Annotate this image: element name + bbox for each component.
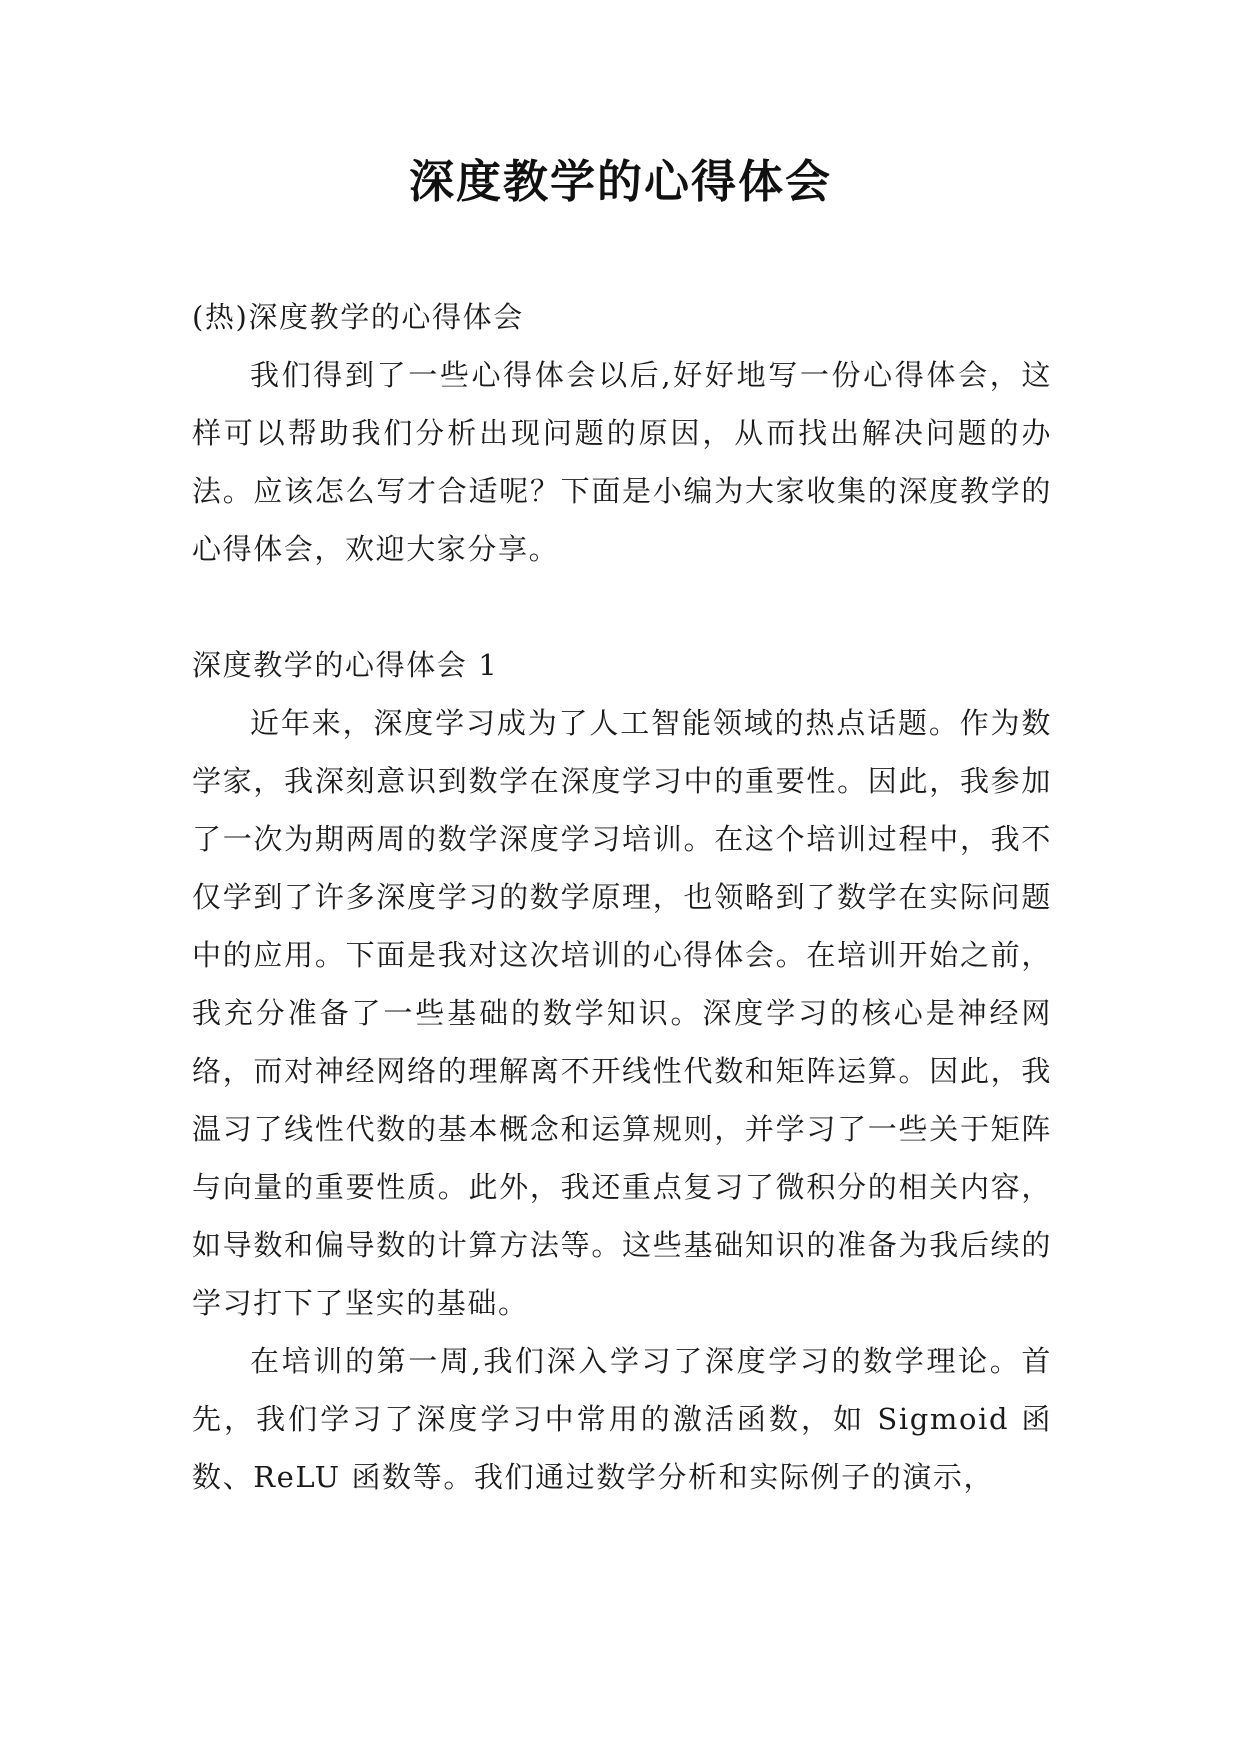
body-paragraph: 在培训的第一周,我们深入学习了深度学习的数学理论。首先，我们学习了深度学习中常用的激活函数，如 Sigmoid 函数、ReLU 函数等。我们通过数学分析和实际例子的演示， bbox=[192, 1344, 1052, 1494]
intro-heading: (热)深度教学的心得体会 bbox=[192, 300, 524, 334]
intro-paragraph: 我们得到了一些心得体会以后,好好地写一份心得体会，这样可以帮助我们分析出现问题的原因，从而找出解决问题的办法。应该怎么写才合适呢？下面是小编为大家收集的深度教学的心得体会，欢迎大家分享。 bbox=[192, 358, 1052, 566]
document-body bbox=[192, 288, 1052, 1506]
body-paragraph: 近年来，深度学习成为了人工智能领域的热点话题。作为数学家，我深刻意识到数学在深度学习中的重要性。因此，我参加了一次为期两周的数学深度学习培训。在这个培训过程中，我不仅学到了许多深度学习的数学原理，也领略到了数学在实际问题中的应用。下面是我对这次培训的心得体会。在培训开始之前，我充分准备了一些基础的数学知识。深度学习的核心是神经网络，而对神经网络的理解离不开线性代数和矩阵运算。因此，我温习了线性代数的基本概念和运算规则，并学习了一些关于矩阵与向量的重要性质。此外，我还重点复习了微积分的相关内容，如导数和偏导数的计算方法等。这些基础知识的准备为我后续的学习打下了坚实的基础。 bbox=[192, 706, 1052, 1320]
section-heading: 深度教学的心得体会 1 bbox=[192, 648, 499, 682]
document-title: 深度教学的心得体会 bbox=[408, 155, 832, 208]
